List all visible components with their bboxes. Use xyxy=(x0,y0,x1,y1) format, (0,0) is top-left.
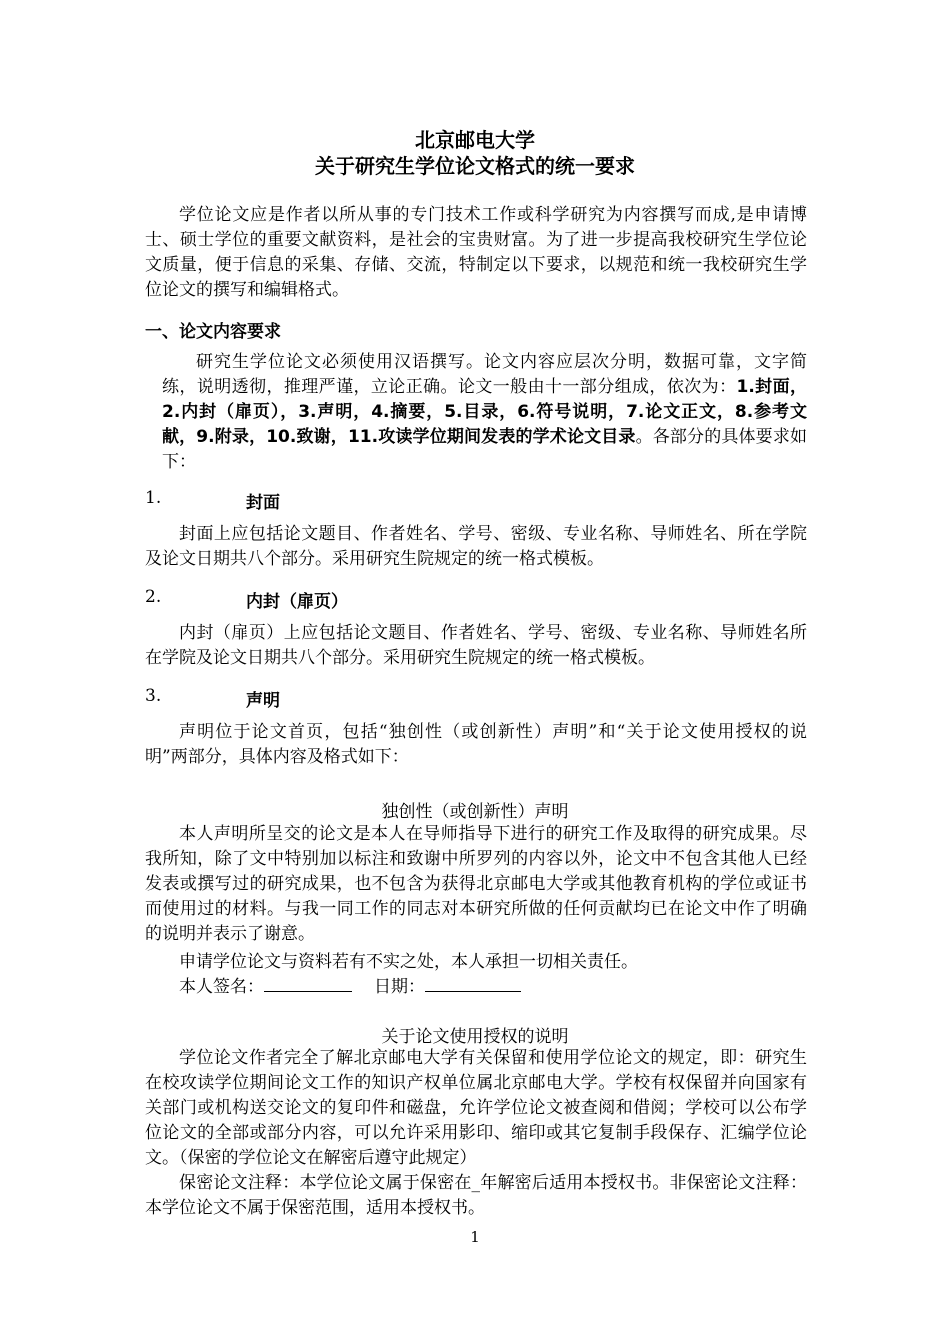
item-text-inner-cover: 内封（扉页）上应包括论文题目、作者姓名、学号、密级、专业名称、导师姓名所在学院及论文日期共八个部分。采用研究生院规定的统一格式模板。 xyxy=(145,623,807,668)
originality-declaration-text: 本人声明所呈交的论文是本人在导师指导下进行的研究工作及取得的研究成果。尽我所知，除了文中特别加以标注和致谢中所罗列的内容以外，论文中不包含其他人已经发表或撰写过的研究成果，也不包含为获得北京邮电大学或其他教育机构的学位或证书而使用过的材料。与我一同工作的同志对本研究所做的任何贡献均已在论文中作了明确的说明并表示了谢意。 xyxy=(145,824,807,944)
item-number-2: 2. xyxy=(145,587,162,607)
responsibility-statement: 申请学位论文与资料若有不实之处，本人承担一切相关责任。 xyxy=(179,952,638,972)
item-heading-inner-cover: 内封（扉页） xyxy=(246,592,348,612)
university-title: 北京邮电大学 xyxy=(415,128,535,152)
item-text-cover: 封面上应包括论文题目、作者姓名、学号、密级、专业名称、导师姓名、所在学院及论文日期共八个部分。采用研究生院规定的统一格式模板。 xyxy=(145,524,807,569)
item-heading-cover: 封面 xyxy=(246,493,280,513)
intro-paragraph: 学位论文应是作者以所从事的专门技术工作或科学研究为内容撰写而成,是申请博士、硕士学位的重要文献资料，是社会的宝贵财富。为了进一步提高我校研究生学位论文质量，便于信息的采集、存储、交流，特制定以下要求，以规范和统一我校研究生学位论文的撰写和编辑格式。 xyxy=(145,205,807,300)
date-blank xyxy=(425,975,521,992)
page-number: 1 xyxy=(470,1228,480,1246)
content-parts-list: 1.封面，2.内封（扉页），3.声明，4.摘要，5.目录，6.符号说明，7.论文正文，8.参考文献，9.附录，10.致谢，11.攻读学位期间发表的学术论文目录 xyxy=(162,377,807,447)
date-label: 日期： xyxy=(374,977,425,997)
confidential-note: 保密论文注释：本学位论文属于保密在_年解密后适用本授权书。非保密论文注释：本学位论文不属于保密范围，适用本授权书。 xyxy=(145,1173,807,1218)
signature-label: 本人签名： xyxy=(179,977,264,997)
content-text-c: 。各部分的具体要求如下： xyxy=(162,427,807,472)
authorization-title: 关于论文使用授权的说明 xyxy=(381,1027,569,1047)
signature-line xyxy=(179,972,521,997)
document-title: 关于研究生学位论文格式的统一要求 xyxy=(315,154,635,178)
authorization-text: 学位论文作者完全了解北京邮电大学有关保留和使用学位论文的规定，即：研究生在校攻读学位期间论文工作的知识产权单位属北京邮电大学。学校有权保留并向国家有关部门或机构送交论文的复印件和磁盘，允许学位论文被查阅和借阅；学校可以公布学位论文的全部或部分内容，可以允许采用影印、缩印或其它复制手段保存、汇编学位论文。（保密的学位论文在解密后遵守此规定） xyxy=(145,1048,807,1168)
content-paragraph xyxy=(162,350,807,475)
item-heading-declaration: 声明 xyxy=(246,691,280,711)
section-heading-content: 一、论文内容要求 xyxy=(145,322,281,342)
item-number-1: 1. xyxy=(145,488,162,508)
item-text-declaration: 声明位于论文首页，包括“独创性（或创新性）声明”和“关于论文使用授权的说明”两部分，具体内容及格式如下： xyxy=(145,722,807,767)
content-text-a: 研究生学位论文必须使用汉语撰写。论文内容应层次分明，数据可靠，文字简练，说明透彻，推理严谨，立论正确。论文一般由十一部分组成，依次为： xyxy=(162,352,807,397)
item-number-3: 3. xyxy=(145,686,162,706)
originality-declaration-title: 独创性（或创新性）声明 xyxy=(381,802,569,822)
signature-blank xyxy=(264,975,352,992)
